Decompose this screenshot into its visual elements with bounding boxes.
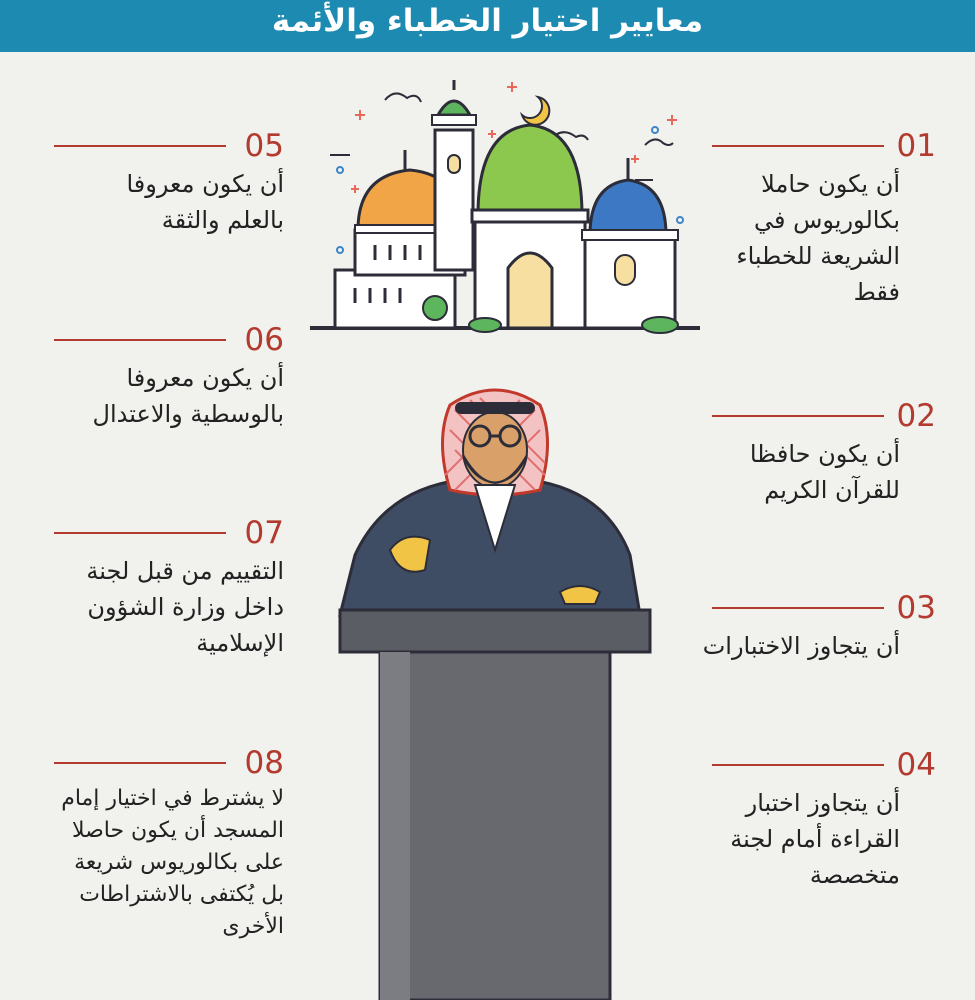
criterion-text: أن يكون حاملا بكالوريوس في الشريعة للخطباء فقط xyxy=(736,170,900,306)
criterion-text: لا يشترط في اختيار إمام المسجد أن يكون حاصلا على بكالوريوس شريعة بل يُكتفى بالاشتراطات الأخرى xyxy=(61,786,284,939)
criterion-text: أن يكون معروفا بالعلم والثقة xyxy=(126,170,284,234)
imam-at-podium-illustration xyxy=(330,370,660,1000)
criterion-number: 04 xyxy=(896,747,936,783)
divider-line xyxy=(54,339,226,341)
criterion-number: 02 xyxy=(896,398,936,434)
divider-line xyxy=(54,762,226,764)
criterion-text: أن يكون حافظا للقرآن الكريم xyxy=(749,440,900,504)
criterion-text: التقييم من قبل لجنة داخل وزارة الشؤون الإسلامية xyxy=(86,557,284,657)
divider-line xyxy=(54,145,226,147)
page-title: معايير اختيار الخطباء والأئمة xyxy=(271,3,704,39)
criterion-number: 08 xyxy=(244,745,284,781)
criterion-number: 05 xyxy=(244,128,284,164)
divider-line xyxy=(712,764,884,766)
criterion-number: 01 xyxy=(896,128,936,164)
criterion-number: 03 xyxy=(896,590,936,626)
criterion-text: أن يتجاوز الاختبارات xyxy=(702,632,900,660)
divider-line xyxy=(712,145,884,147)
divider-line xyxy=(712,607,884,609)
criterion-number: 06 xyxy=(244,322,284,358)
criterion-text: أن يتجاوز اختبار القراءة أمام لجنة متخصصة xyxy=(730,789,900,889)
divider-line xyxy=(712,415,884,417)
criterion-text: أن يكون معروفا بالوسطية والاعتدال xyxy=(92,364,284,428)
criterion-number: 07 xyxy=(244,515,284,551)
title-bar xyxy=(0,0,975,52)
divider-line xyxy=(54,532,226,534)
